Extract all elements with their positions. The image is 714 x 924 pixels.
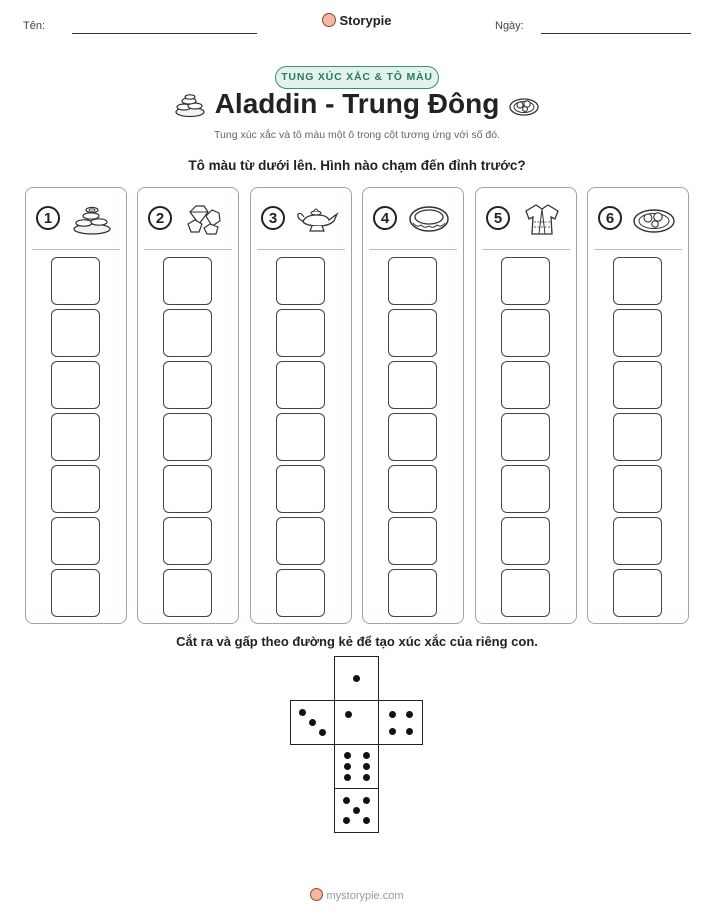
color-box[interactable] (276, 465, 325, 513)
color-box[interactable] (163, 569, 212, 617)
column-number: 4 (373, 206, 397, 230)
dice-pip (406, 711, 413, 718)
footer-url[interactable]: mystorypie.com (326, 890, 404, 902)
color-box[interactable] (501, 569, 550, 617)
color-box[interactable] (501, 257, 550, 305)
column-number: 2 (148, 206, 172, 230)
color-box[interactable] (388, 569, 437, 617)
column-number: 1 (36, 206, 60, 230)
color-box[interactable] (501, 517, 550, 565)
dice-pip (344, 752, 351, 759)
bracelet-icon (407, 202, 451, 236)
brand-name: Storypie (339, 13, 392, 28)
column-divider (594, 249, 682, 250)
color-box[interactable] (276, 517, 325, 565)
color-box[interactable] (276, 361, 325, 409)
dice-pip (345, 711, 352, 718)
name-label: Tên: (23, 20, 46, 32)
color-box[interactable] (388, 465, 437, 513)
column-number: 6 (598, 206, 622, 230)
dice-pip (406, 728, 413, 735)
dice-pip (343, 817, 350, 824)
column-header (36, 202, 118, 238)
color-box[interactable] (388, 309, 437, 357)
column-header (261, 202, 343, 238)
dice-column-6 (587, 187, 689, 624)
color-box[interactable] (163, 517, 212, 565)
color-box[interactable] (51, 309, 100, 357)
dice-pip (319, 729, 326, 736)
dice-column-4 (362, 187, 464, 624)
dice-pip (389, 711, 396, 718)
page-title: Aladdin - Trung Đông (214, 88, 500, 119)
color-box[interactable] (276, 257, 325, 305)
page-subtitle: Tung xúc xắc và tô màu một ô trong cột tương ứng với số đó. (214, 129, 500, 141)
dice-pip (363, 763, 370, 770)
color-box[interactable] (276, 309, 325, 357)
color-box[interactable] (613, 257, 662, 305)
dice-face-1 (334, 656, 379, 701)
color-box[interactable] (163, 309, 212, 357)
color-box[interactable] (613, 517, 662, 565)
dice-face-5 (334, 788, 379, 833)
cut-instruction: Cắt ra và gấp theo đường kẻ để tạo xúc xắc của riêng con. (176, 634, 538, 649)
dice-pip (363, 774, 370, 781)
color-box[interactable] (613, 569, 662, 617)
color-box[interactable] (163, 361, 212, 409)
date-line[interactable] (541, 33, 691, 34)
dice-pip (389, 728, 396, 735)
color-box[interactable] (51, 413, 100, 461)
color-box[interactable] (501, 413, 550, 461)
color-box[interactable] (501, 309, 550, 357)
color-box[interactable] (163, 413, 212, 461)
brand-logo (0, 13, 714, 28)
column-header (598, 202, 680, 238)
column-number: 5 (486, 206, 510, 230)
dice-column-5 (475, 187, 577, 624)
color-box[interactable] (163, 465, 212, 513)
coin-pile-icon (70, 202, 114, 236)
dice-pip (343, 797, 350, 804)
dice-pip (309, 719, 316, 726)
color-box[interactable] (276, 569, 325, 617)
dice-pip (344, 763, 351, 770)
color-box[interactable] (613, 361, 662, 409)
dice-face-4 (378, 700, 423, 745)
column-divider (257, 249, 345, 250)
dice-pip (363, 797, 370, 804)
dice-pip (353, 807, 360, 814)
color-box[interactable] (51, 361, 100, 409)
activity-badge: TUNG XÚC XẮC & TÔ MÀU (275, 66, 439, 89)
robe-icon (520, 202, 564, 236)
name-line[interactable] (72, 33, 257, 34)
color-box[interactable] (388, 517, 437, 565)
color-box[interactable] (51, 517, 100, 565)
color-box[interactable] (613, 465, 662, 513)
column-divider (369, 249, 457, 250)
color-box[interactable] (51, 257, 100, 305)
column-divider (482, 249, 570, 250)
dice-face-1 (334, 700, 379, 745)
food-plate-icon (632, 202, 676, 236)
dice-face-6 (334, 744, 379, 789)
column-header (373, 202, 455, 238)
dice-pip (353, 675, 360, 682)
storypie-logo-icon (310, 888, 323, 901)
magic-lamp-icon (295, 202, 339, 236)
column-header (148, 202, 230, 238)
color-box[interactable] (276, 413, 325, 461)
color-box[interactable] (613, 309, 662, 357)
color-box[interactable] (51, 465, 100, 513)
gems-icon (182, 202, 226, 236)
storypie-logo-icon (322, 13, 336, 27)
color-instruction: Tô màu từ dưới lên. Hình nào chạm đến đỉnh trước? (188, 158, 526, 173)
color-box[interactable] (501, 465, 550, 513)
dice-column-3 (250, 187, 352, 624)
column-header (486, 202, 568, 238)
color-box[interactable] (501, 361, 550, 409)
color-box[interactable] (163, 257, 212, 305)
color-box[interactable] (613, 413, 662, 461)
dice-face-3 (290, 700, 335, 745)
color-box[interactable] (388, 413, 437, 461)
dice-column-1 (25, 187, 127, 624)
food-plate-icon (508, 92, 540, 118)
dice-pip (344, 774, 351, 781)
column-number: 3 (261, 206, 285, 230)
footer (0, 888, 714, 902)
column-divider (32, 249, 120, 250)
color-box[interactable] (388, 257, 437, 305)
color-box[interactable] (388, 361, 437, 409)
dice-pip (363, 817, 370, 824)
date-label: Ngày: (495, 20, 524, 32)
dice-pip (299, 709, 306, 716)
color-box[interactable] (51, 569, 100, 617)
dice-pip (363, 752, 370, 759)
dice-column-2 (137, 187, 239, 624)
column-divider (144, 249, 232, 250)
